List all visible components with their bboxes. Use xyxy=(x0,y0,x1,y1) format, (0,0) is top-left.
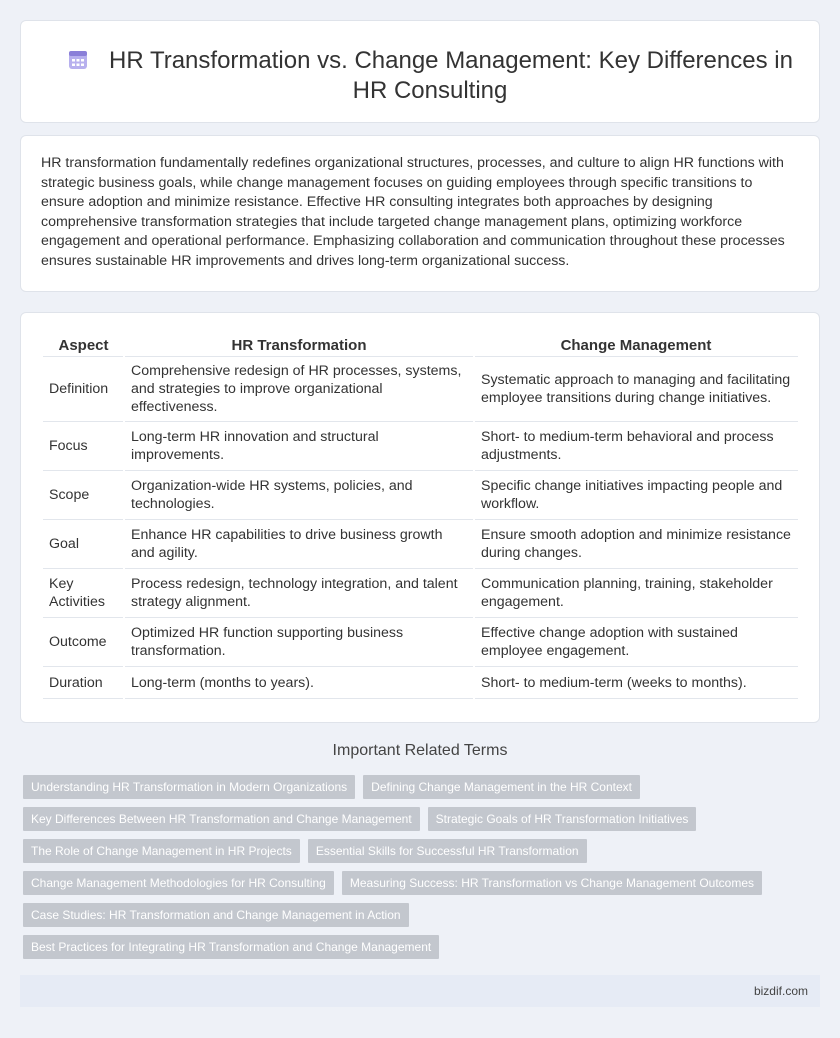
header-change-management: Change Management xyxy=(474,331,798,357)
table-row xyxy=(43,569,798,618)
cell-aspect: Focus xyxy=(43,422,124,471)
related-term-tag[interactable]: Understanding HR Transformation in Modern Organizations xyxy=(23,775,355,799)
table-row xyxy=(43,471,798,520)
header-hr-transformation: HR Transformation xyxy=(124,331,474,357)
cell-change-management: Effective change adoption with sustained employee engagement. xyxy=(474,618,798,667)
related-terms-heading: Important Related Terms xyxy=(332,742,508,759)
cell-aspect: Key Activities xyxy=(43,569,124,618)
cell-hr-transformation: Long-term HR innovation and structural improvements. xyxy=(124,422,474,471)
related-term-tag[interactable]: The Role of Change Management in HR Projects xyxy=(23,839,300,863)
cell-aspect: Outcome xyxy=(43,618,124,667)
cell-change-management: Short- to medium-term (weeks to months). xyxy=(474,667,798,699)
table-row xyxy=(43,422,798,471)
related-term-tag[interactable]: Key Differences Between HR Transformation and Change Management xyxy=(23,807,420,831)
related-term-tag[interactable]: Strategic Goals of HR Transformation Initiatives xyxy=(428,807,697,831)
comparison-card xyxy=(20,312,820,723)
related-term-tag[interactable]: Defining Change Management in the HR Context xyxy=(363,775,640,799)
related-term-tag[interactable]: Change Management Methodologies for HR Consulting xyxy=(23,871,334,895)
cell-hr-transformation: Long-term (months to years). xyxy=(124,667,474,699)
related-term-tag[interactable]: Essential Skills for Successful HR Transformation xyxy=(308,839,587,863)
summary-card xyxy=(20,135,820,292)
header-aspect: Aspect xyxy=(43,331,124,357)
title-card xyxy=(20,20,820,123)
cell-change-management: Communication planning, training, stakeholder engagement. xyxy=(474,569,798,618)
cell-hr-transformation: Organization-wide HR systems, policies, and technologies. xyxy=(124,471,474,520)
cell-change-management: Specific change initiatives impacting people and workflow. xyxy=(474,471,798,520)
cell-aspect: Definition xyxy=(43,357,124,422)
cell-hr-transformation: Comprehensive redesign of HR processes, systems, and strategies to improve organizational effectiveness. xyxy=(124,357,474,422)
cell-hr-transformation: Optimized HR function supporting business transformation. xyxy=(124,618,474,667)
footer-bar xyxy=(20,975,820,1007)
related-term-tag[interactable]: Best Practices for Integrating HR Transformation and Change Management xyxy=(23,935,439,959)
related-term-tag[interactable]: Case Studies: HR Transformation and Change Management in Action xyxy=(23,903,409,927)
summary-paragraph: HR transformation fundamentally redefines organizational structures, processes, and culture to align HR functions with strategic business goals, while change management focuses on guiding employees through specific transitions to ensure adoption and minimize resistance. Effective HR consulting integrates both approaches by designing comprehensive transformation strategies that include targeted change management plans, optimizing workforce engagement and operational performance. Emphasizing collaboration and communication throughout these processes ensures sustainable HR improvements and drives long-term organizational success. xyxy=(41,155,785,269)
cell-aspect: Goal xyxy=(43,520,124,569)
cell-change-management: Short- to medium-term behavioral and process adjustments. xyxy=(474,422,798,471)
table-row xyxy=(43,667,798,699)
related-terms-list xyxy=(23,775,803,959)
document-grid-icon xyxy=(67,49,89,71)
table-row xyxy=(43,357,798,422)
table-header-row xyxy=(43,331,798,357)
cell-aspect: Scope xyxy=(43,471,124,520)
cell-change-management: Ensure smooth adoption and minimize resistance during changes. xyxy=(474,520,798,569)
page-title-wrap xyxy=(61,46,799,106)
cell-hr-transformation: Enhance HR capabilities to drive business growth and agility. xyxy=(124,520,474,569)
cell-hr-transformation: Process redesign, technology integration, and talent strategy alignment. xyxy=(124,569,474,618)
related-term-tag[interactable]: Measuring Success: HR Transformation vs Change Management Outcomes xyxy=(342,871,762,895)
cell-aspect: Duration xyxy=(43,667,124,699)
page-title: HR Transformation vs. Change Management: Key Differences in HR Consulting xyxy=(109,47,793,104)
cell-change-management: Systematic approach to managing and facilitating employee transitions during change initiatives. xyxy=(474,357,798,422)
table-row xyxy=(43,520,798,569)
table-row xyxy=(43,618,798,667)
comparison-table xyxy=(43,331,798,699)
footer-site-link[interactable]: bizdif.com xyxy=(753,984,808,998)
